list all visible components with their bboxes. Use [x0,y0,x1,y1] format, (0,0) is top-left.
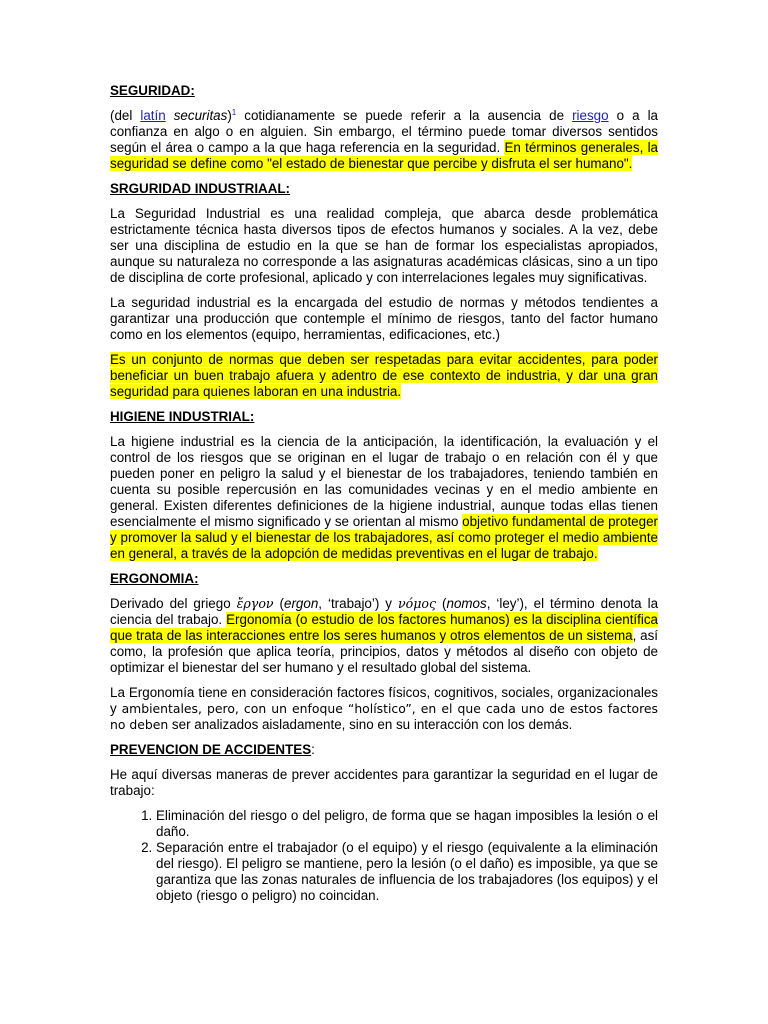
highlighted-text: Ergonomía (o estudio de los factores humanos) es la disciplina científica que trata de las interacciones entre los seres humanos y otros elementos de un sistema [110,612,658,643]
text-run: , ‘trabajo’) y [318,596,398,611]
text-nomos: nomos [446,596,487,611]
greek-ergon: ἔργον [236,596,274,611]
link-riesgo[interactable]: riesgo [572,108,609,123]
paragraph-seguridad-industrial-2: La seguridad industrial es la encargada del estudio de normas y métodos tendientes a garantizar una producción que contemple el mínimo de riesgos, tanto del factor humano como en los elementos (equipo, herramientas, edificaciones, etc.) [110,295,658,342]
paragraph-seguridad-industrial-3 [110,352,658,400]
heading-ergonomia: ERGONOMIA: [110,571,199,586]
list-item: 1. Eliminación del riesgo o del peligro, de forma que se hagan imposibles la lesión o el daño. [156,808,658,840]
paragraph-ergonomia-2 [110,685,658,733]
text-run: , ‘ley’), el término denota la ciencia del trabajo. [110,596,659,627]
paragraph-seguridad [110,108,658,172]
highlighted-text: En términos generales, la seguridad se define como "el estado de bienestar que percibe y disfruta el ser humano". [110,140,659,171]
text-run: Derivado del griego [110,596,237,611]
footnote-ref[interactable]: 1 [231,108,237,117]
highlighted-text: objetivo fundamental de proteger y promover la salud y el bienestar de los trabajadores, así como proteger el medio ambiente en general, a través de la adopción de medidas preventivas en el lugar de trabajo. [110,514,658,561]
link-latin[interactable]: latín [140,108,166,123]
text-run: , así como, la profesión que aplica teoría, principios, datos y métodos al diseño con objeto de optimizar el bienestar del ser humano y el resultado global del sistema. [110,628,658,675]
heading-prevencion-wrapper [110,742,658,758]
text-run: ( [436,596,447,611]
paragraph-seguridad-industrial-1: La Seguridad Industrial es una realidad compleja, que abarca desde problemática estrictamente técnica hasta diversos tipos de efectos humanos y sociales. A la vez, debe ser una disciplina de estudio en la que se han de formar los especialistas apropiados, aunque su naturaleza no corresponde a las asignaturas académicas clásicas, sino a un tipo de disciplina de corte profesional, aplicado y con interrelaciones legales muy significativas. [110,206,658,285]
paragraph-ergonomia-1 [110,596,658,676]
text-run: (del [110,108,141,123]
heading-higiene-industrial: HIGIENE INDUSTRIAL: [110,409,255,424]
text-run: cotidianamente se puede referir a la ausencia de [236,108,573,123]
text-run: ser analizados aisladamente, sino en su interacción con los demás. [168,717,573,732]
text-ergon: ergon [284,596,319,611]
text-run-alt-font: ambientales, pero, con un enfoque “holístico”, en el que cada uno de estos factores no deben [110,701,659,732]
text-run: La higiene industrial es la ciencia de la anticipación, la identificación, la evaluación y el control de los riesgos que se originan en el lugar de trabajo o en relación con él y que pueden poner en peligro la salud y el bienestar de los trabajadores, teniendo también en cuenta su posible repercusión en las comunidades vecinas y en el medio ambiente en general. Existen diferentes definiciones de la higiene industrial, aunque todas ellas tienen esencialmente el mismo significado y se orientan al mismo [110,434,658,529]
text-run: La Ergonomía tiene en consideración factores físicos, cognitivos, sociales, organizacionales y [110,685,658,716]
paragraph-prevencion-intro: He aquí diversas maneras de prever accidentes para garantizar la seguridad en el lugar de trabajo: [110,767,658,798]
paragraph-higiene [110,434,658,562]
prevencion-list [110,808,658,904]
greek-nomos: νόμος [397,596,437,611]
text-securitas: securitas [173,108,228,123]
text-run: ( [273,596,285,611]
heading-seguridad-industrial: SRGURIDAD INDUSTRIAAL: [110,181,291,196]
list-item: 2. Separación entre el trabajador (o el equipo) y el riesgo (equivalente a la eliminación del riesgo). El peligro se mantiene, pero la lesión (o el daño) es imposible, ya que se garantiza que las zonas naturales de influencia de los trabajadores (los equipos) y el objeto (riesgo o peligro) no coincidan. [156,840,658,904]
heading-seguridad: SEGURIDAD: [110,83,195,98]
text-run: o a la confianza en algo o en alguien. Sin embargo, el término puede tomar diversos sentidos según el área o campo a la que haga referencia en la seguridad. [110,108,658,155]
heading-prevencion: PREVENCION DE ACCIDENTES [110,742,312,757]
text-run: ) [227,108,232,123]
heading-colon: : [311,742,315,757]
highlighted-text: Es un conjunto de normas que deben ser respetadas para evitar accidentes, para poder beneficiar un buen trabajo afuera y adentro de ese contexto de industria, y dar una gran seguridad para quienes laboran en una industria. [110,352,658,399]
